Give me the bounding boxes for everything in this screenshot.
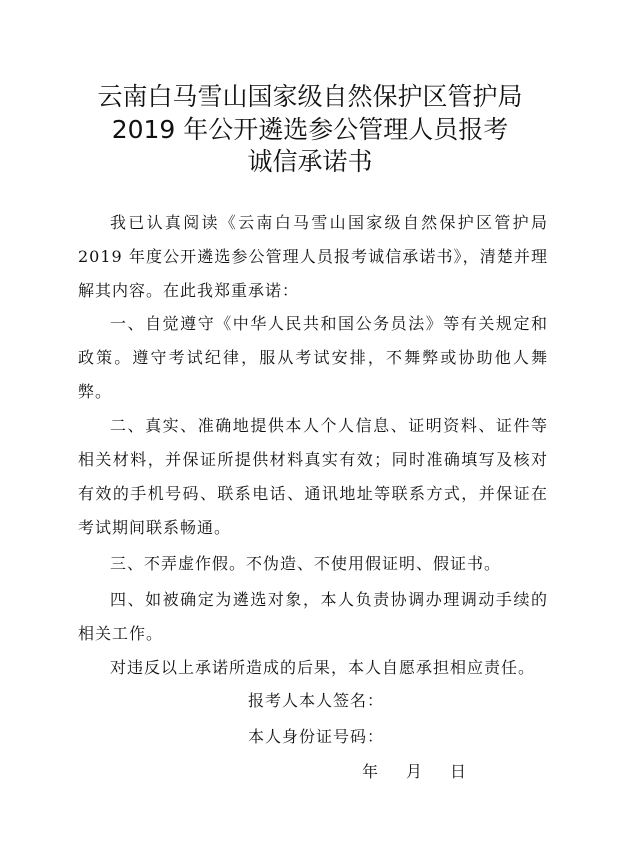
paragraph-commitment-2 [78,409,548,545]
signer-signature-label: 报考人本人签名： [248,691,385,710]
paragraph-commitment-4 [78,583,548,651]
document-title-line-2: 2019 年公开遴选参公管理人员报考 [111,115,509,144]
paragraph-commitment-3-text: 三、不弄虚作假。不伪造、不使用假证明、假证书。 [110,554,502,573]
paragraph-commitment-4-text: 四、如被确定为遴选对象，本人负责协调办理调动手续的相关工作。 [78,590,548,643]
date-day-label: 日 [450,762,467,781]
paragraph-responsibility [78,651,548,685]
paragraph-commitment-3 [78,547,548,581]
paragraph-intro-text: 我已认真阅读《云南白马雪山国家级自然保护区管护局2019 年度公开遴选参公管理人员报考诚信承诺书》，清楚并理解其内容。在此我郑重承诺： [78,213,548,300]
paragraph-commitment-2-text: 二、真实、准确地提供本人个人信息、证明资料、证件等相关材料，并保证所提供材料真实有效；同时准确填写及核对有效的手机号码、联系电话、通讯地址等联系方式，并保证在考试期间联系畅通。 [78,416,548,537]
date-line [362,757,466,787]
date-month-label: 月 [406,762,423,781]
paragraph-commitment-1-text: 一、自觉遵守《中华人民共和国公务员法》等有关规定和政策。遵守考试纪律，服从考试安排，不舞弊或协助他人舞弊。 [78,314,548,401]
date-year-label: 年 [362,762,379,781]
document-title-line-3: 诚信承诺书 [247,147,373,176]
document-title-line-1: 云南白马雪山国家级自然保护区管护局 [97,82,523,111]
paragraph-intro [78,206,548,308]
paragraph-responsibility-text: 对违反以上承诺所造成的后果，本人自愿承担相应责任。 [110,658,536,677]
id-number-label: 本人身份证号码： [248,727,385,746]
paragraph-commitment-1 [78,307,548,409]
